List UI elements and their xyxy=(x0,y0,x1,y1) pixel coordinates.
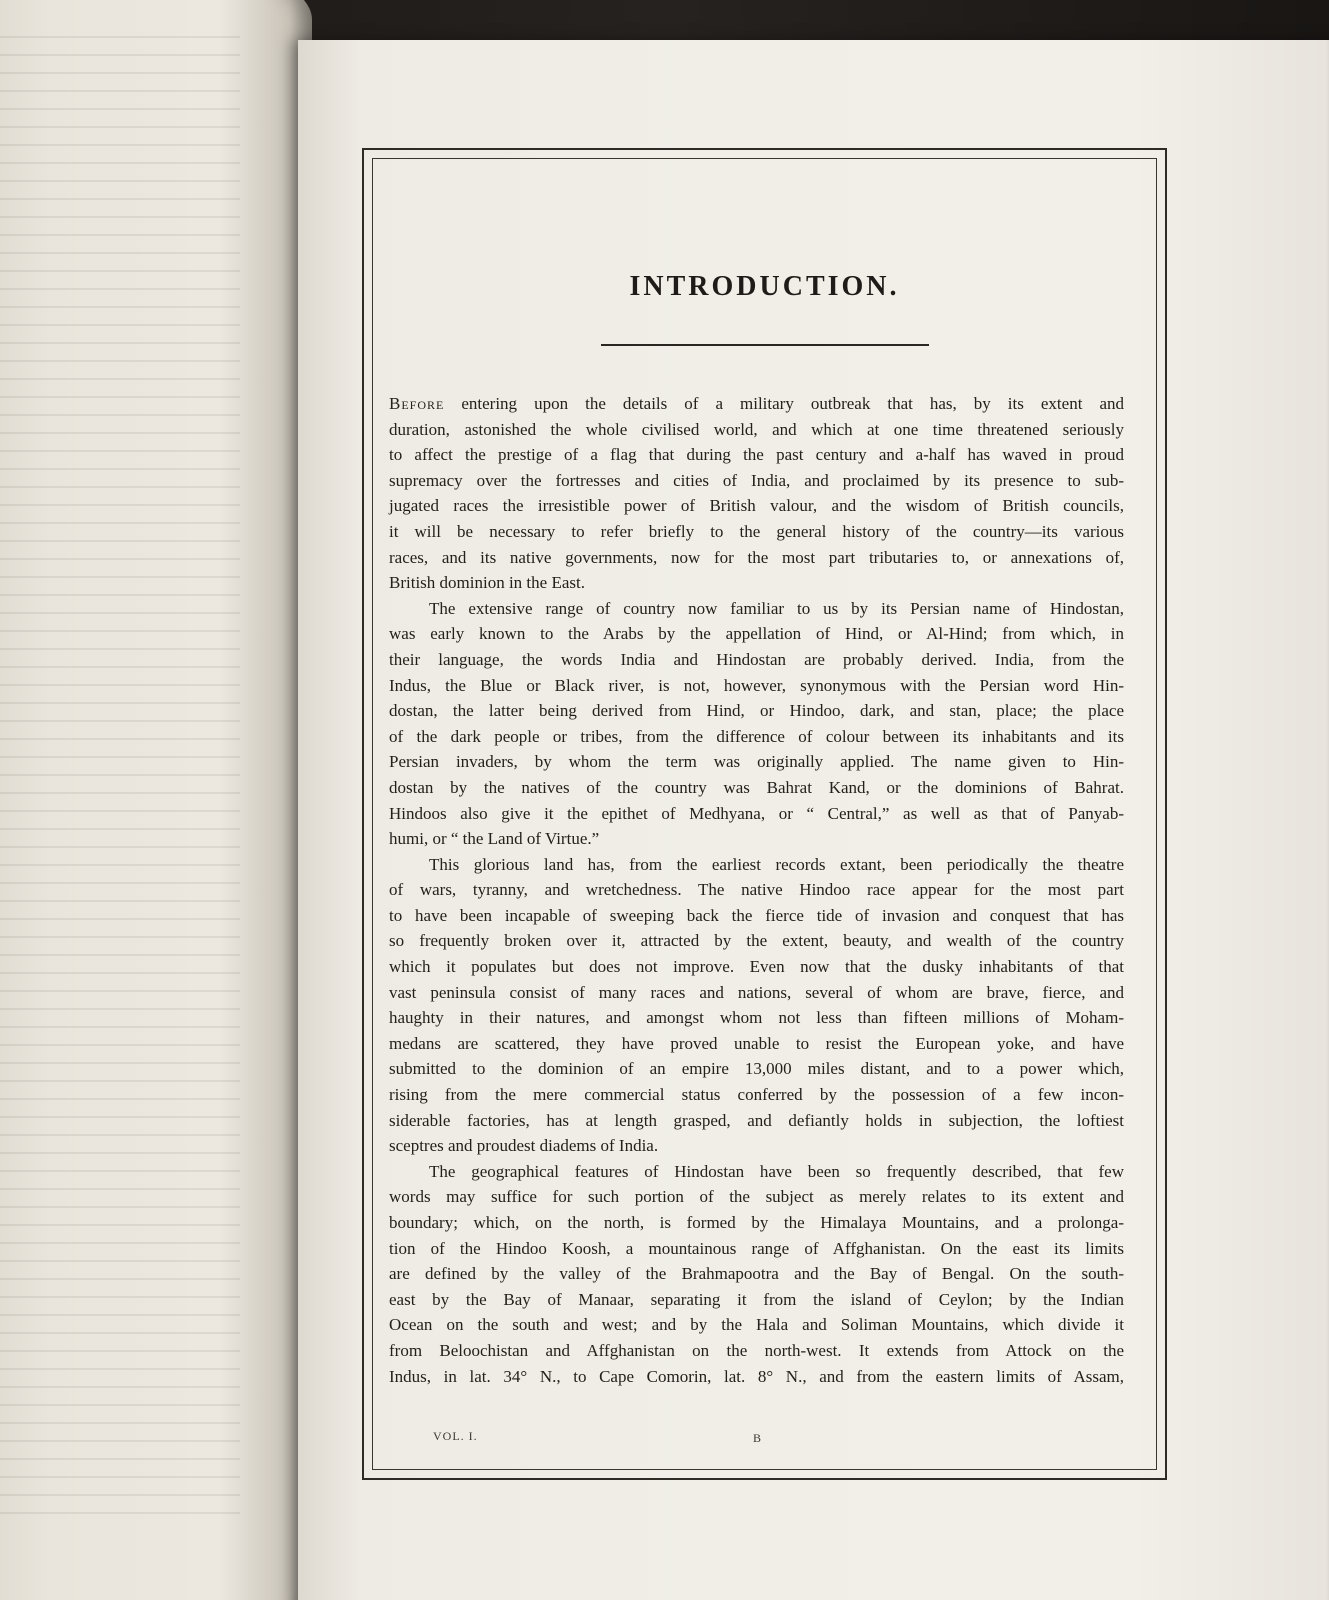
text-line: to affect the prestige of a flag that during the past century and a-half has waved in proud xyxy=(389,445,1124,465)
right-page xyxy=(298,40,1329,1600)
text-line: their language, the words India and Hindostan are probably derived. India, from the xyxy=(389,649,1124,669)
left-page xyxy=(0,0,312,1600)
text-line: medans are scattered, they have proved unable to resist the European yoke, and have xyxy=(389,1033,1124,1053)
text-line: of the dark people or tribes, from the difference of colour between its inhabitants and its xyxy=(389,726,1124,746)
paragraph-3 xyxy=(389,852,1124,1159)
text-line: Ocean on the south and west; and by the Hala and Soliman Mountains, which divide it xyxy=(389,1315,1124,1335)
text-line: which it populates but does not improve. Even now that the dusky inhabitants of that xyxy=(389,957,1124,977)
text-line: words may suffice for such portion of the subject as merely relates to its extent and xyxy=(389,1187,1124,1207)
text-line: of wars, tyranny, and wretchedness. The native Hindoo race appear for the most part xyxy=(389,880,1124,900)
page-inner-frame xyxy=(372,158,1157,1470)
text-line: haughty in their natures, and amongst whom not less than fifteen millions of Moham- xyxy=(389,1008,1124,1028)
text-line: was early known to the Arabs by the appellation of Hind, or Al-Hind; from which, in xyxy=(389,624,1124,644)
paragraph-1 xyxy=(389,391,1124,596)
page-title: INTRODUCTION. xyxy=(629,271,900,302)
paragraph-2 xyxy=(389,596,1124,852)
text-line: submitted to the dominion of an empire 13,000 miles distant, and to a power which, xyxy=(389,1059,1124,1079)
text-line: races, and its native governments, now for the most part tributaries to, or annexations of, xyxy=(389,547,1124,567)
text-line: Indus, in lat. 34° N., to Cape Comorin, lat. 8° N., and from the eastern limits of Assam, xyxy=(389,1366,1124,1386)
text-line: The extensive range of country now familiar to us by its Persian name of Hindostan, xyxy=(429,598,1124,618)
text-line: boundary; which, on the north, is formed by the Himalaya Mountains, and a prolonga- xyxy=(389,1213,1124,1232)
text-line: east by the Bay of Manaar, separating it from the island of Ceylon; by the Indian xyxy=(389,1289,1124,1309)
left-page-faint-text xyxy=(0,20,240,1520)
footer-signature: B xyxy=(753,1431,762,1445)
text-line: jugated races the irresistible power of British valour, and the wisdom of British councils, xyxy=(389,496,1124,516)
text-line: rising from the mere commercial status conferred by the possession of a few incon- xyxy=(389,1085,1124,1105)
footer-volume: VOL. I. xyxy=(433,1429,478,1443)
text-line: are defined by the valley of the Brahmapootra and the Bay of Bengal. On the south- xyxy=(389,1264,1124,1284)
title-rule xyxy=(601,344,929,346)
text-line: dostan, the latter being derived from Hind, or Hindoo, dark, and stan, place; the place xyxy=(389,701,1124,721)
text-line: duration, astonished the whole civilised world, and which at one time threatened seriously xyxy=(389,419,1124,439)
text-line: This glorious land has, from the earliest records extant, been periodically the theatre xyxy=(429,854,1124,874)
text-line: humi, or “ the Land of Virtue.” xyxy=(389,829,600,849)
text-line: dostan by the natives of the country was Bahrat Kand, or the dominions of Bahrat. xyxy=(389,777,1124,797)
text-line: Persian invaders, by whom the term was originally applied. The name given to Hin- xyxy=(389,752,1124,772)
page-border-frame xyxy=(362,148,1167,1480)
text-line: British dominion in the East. xyxy=(389,573,585,593)
text-line: Hindoos also give it the epithet of Medhyana, or “ Central,” as well as that of Panyab- xyxy=(389,803,1124,823)
text-line: siderable factories, has at length grasped, and defiantly holds in subjection, the loftiest xyxy=(389,1110,1124,1130)
text-line: from Beloochistan and Affghanistan on the north-west. It extends from Attock on the xyxy=(389,1340,1124,1360)
text-line: The geographical features of Hindostan have been so frequently described, that few xyxy=(429,1161,1124,1181)
drop-word: Before xyxy=(389,394,445,413)
text-line: Indus, the Blue or Black river, is not, however, synonymous with the Persian word Hin- xyxy=(389,675,1124,695)
text-line: to have been incapable of sweeping back the fierce tide of invasion and conquest that has xyxy=(389,905,1124,925)
text-line: vast peninsula consist of many races and nations, several of whom are brave, fierce, and xyxy=(389,982,1124,1002)
paragraph-4 xyxy=(389,1159,1124,1389)
text-line: Before entering upon the details of a military outbreak that has, by its extent and xyxy=(389,394,1124,413)
text-line: supremacy over the fortresses and cities of India, and proclaimed by its presence to sub- xyxy=(389,470,1124,490)
text-line: so frequently broken over it, attracted by the extent, beauty, and wealth of the country xyxy=(389,931,1124,951)
body-text xyxy=(389,391,1124,1389)
text-line: tion of the Hindoo Koosh, a mountainous range of Affghanistan. On the east its limits xyxy=(389,1238,1124,1258)
text-line: it will be necessary to refer briefly to the general history of the country—its various xyxy=(389,521,1124,541)
text-line: sceptres and proudest diadems of India. xyxy=(389,1136,659,1156)
